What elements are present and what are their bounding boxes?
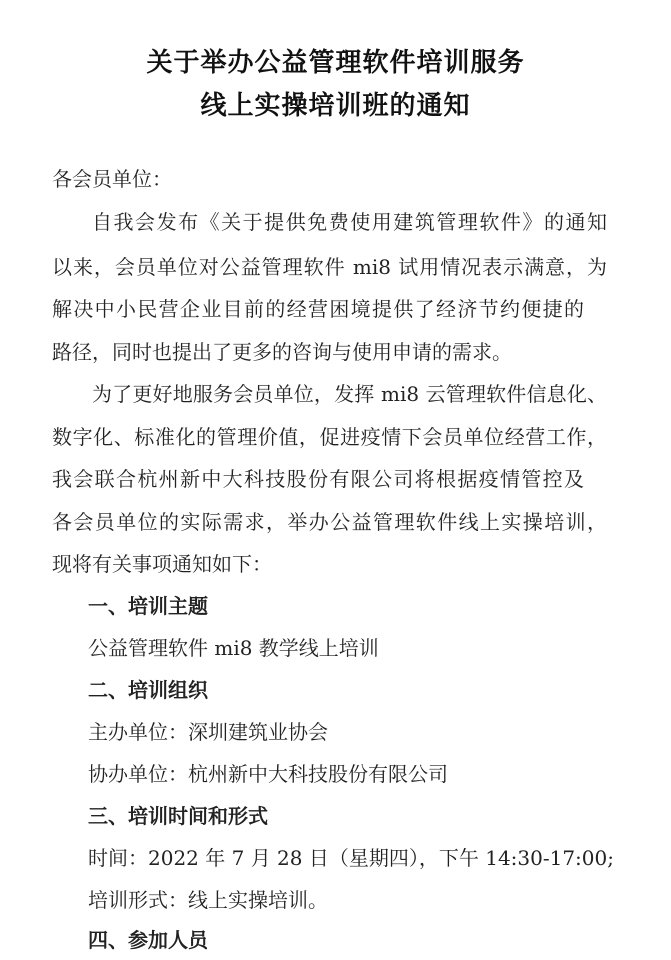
paragraph-2-line: 为了更好地服务会员单位，发挥 mi8 云管理软件信息化、: [92, 382, 607, 406]
paragraph-1-line: 路径，同时也提出了更多的咨询与使用申请的需求。: [52, 340, 512, 364]
salutation: 各会员单位：: [52, 167, 172, 191]
training-time: 时间：2022 年 7 月 28 日（星期四），下午 14:30-17:00;: [88, 846, 614, 870]
paragraph-1-line: 解决中小民营企业目前的经营困境提供了经济节约便捷的: [52, 297, 584, 321]
host-organization: 主办单位：深圳建筑业协会: [88, 720, 328, 744]
section-4-heading: 四、参加人员: [88, 928, 208, 952]
section-1-content: 公益管理软件 mi8 教学线上培训: [88, 636, 379, 660]
cohost-organization: 协办单位：杭州新中大科技股份有限公司: [88, 762, 448, 786]
paragraph-2-line: 各会员单位的实际需求，举办公益管理软件线上实操培训，: [52, 510, 607, 534]
section-3-heading: 三、培训时间和形式: [88, 804, 268, 828]
title-line-1: 关于举办公益管理软件培训服务: [146, 48, 525, 78]
paragraph-1-line: 自我会发布《关于提供免费使用建筑管理软件》的通知: [92, 210, 607, 234]
paragraph-1-line: 以来，会员单位对公益管理软件 mi8 试用情况表示满意，为: [52, 255, 607, 279]
paragraph-2-line: 现将有关事项通知如下：: [52, 552, 272, 576]
title-line-2: 线上实操培训班的通知: [200, 91, 471, 121]
paragraph-2-line: 我会联合杭州新中大科技股份有限公司将根据疫情管控及: [52, 467, 584, 491]
paragraph-2-line: 数字化、标准化的管理价值，促进疫情下会员单位经营工作，: [52, 425, 607, 449]
section-2-heading: 二、培训组织: [88, 678, 208, 702]
training-format: 培训形式：线上实操培训。: [88, 888, 328, 912]
section-1-heading: 一、培训主题: [88, 594, 208, 618]
